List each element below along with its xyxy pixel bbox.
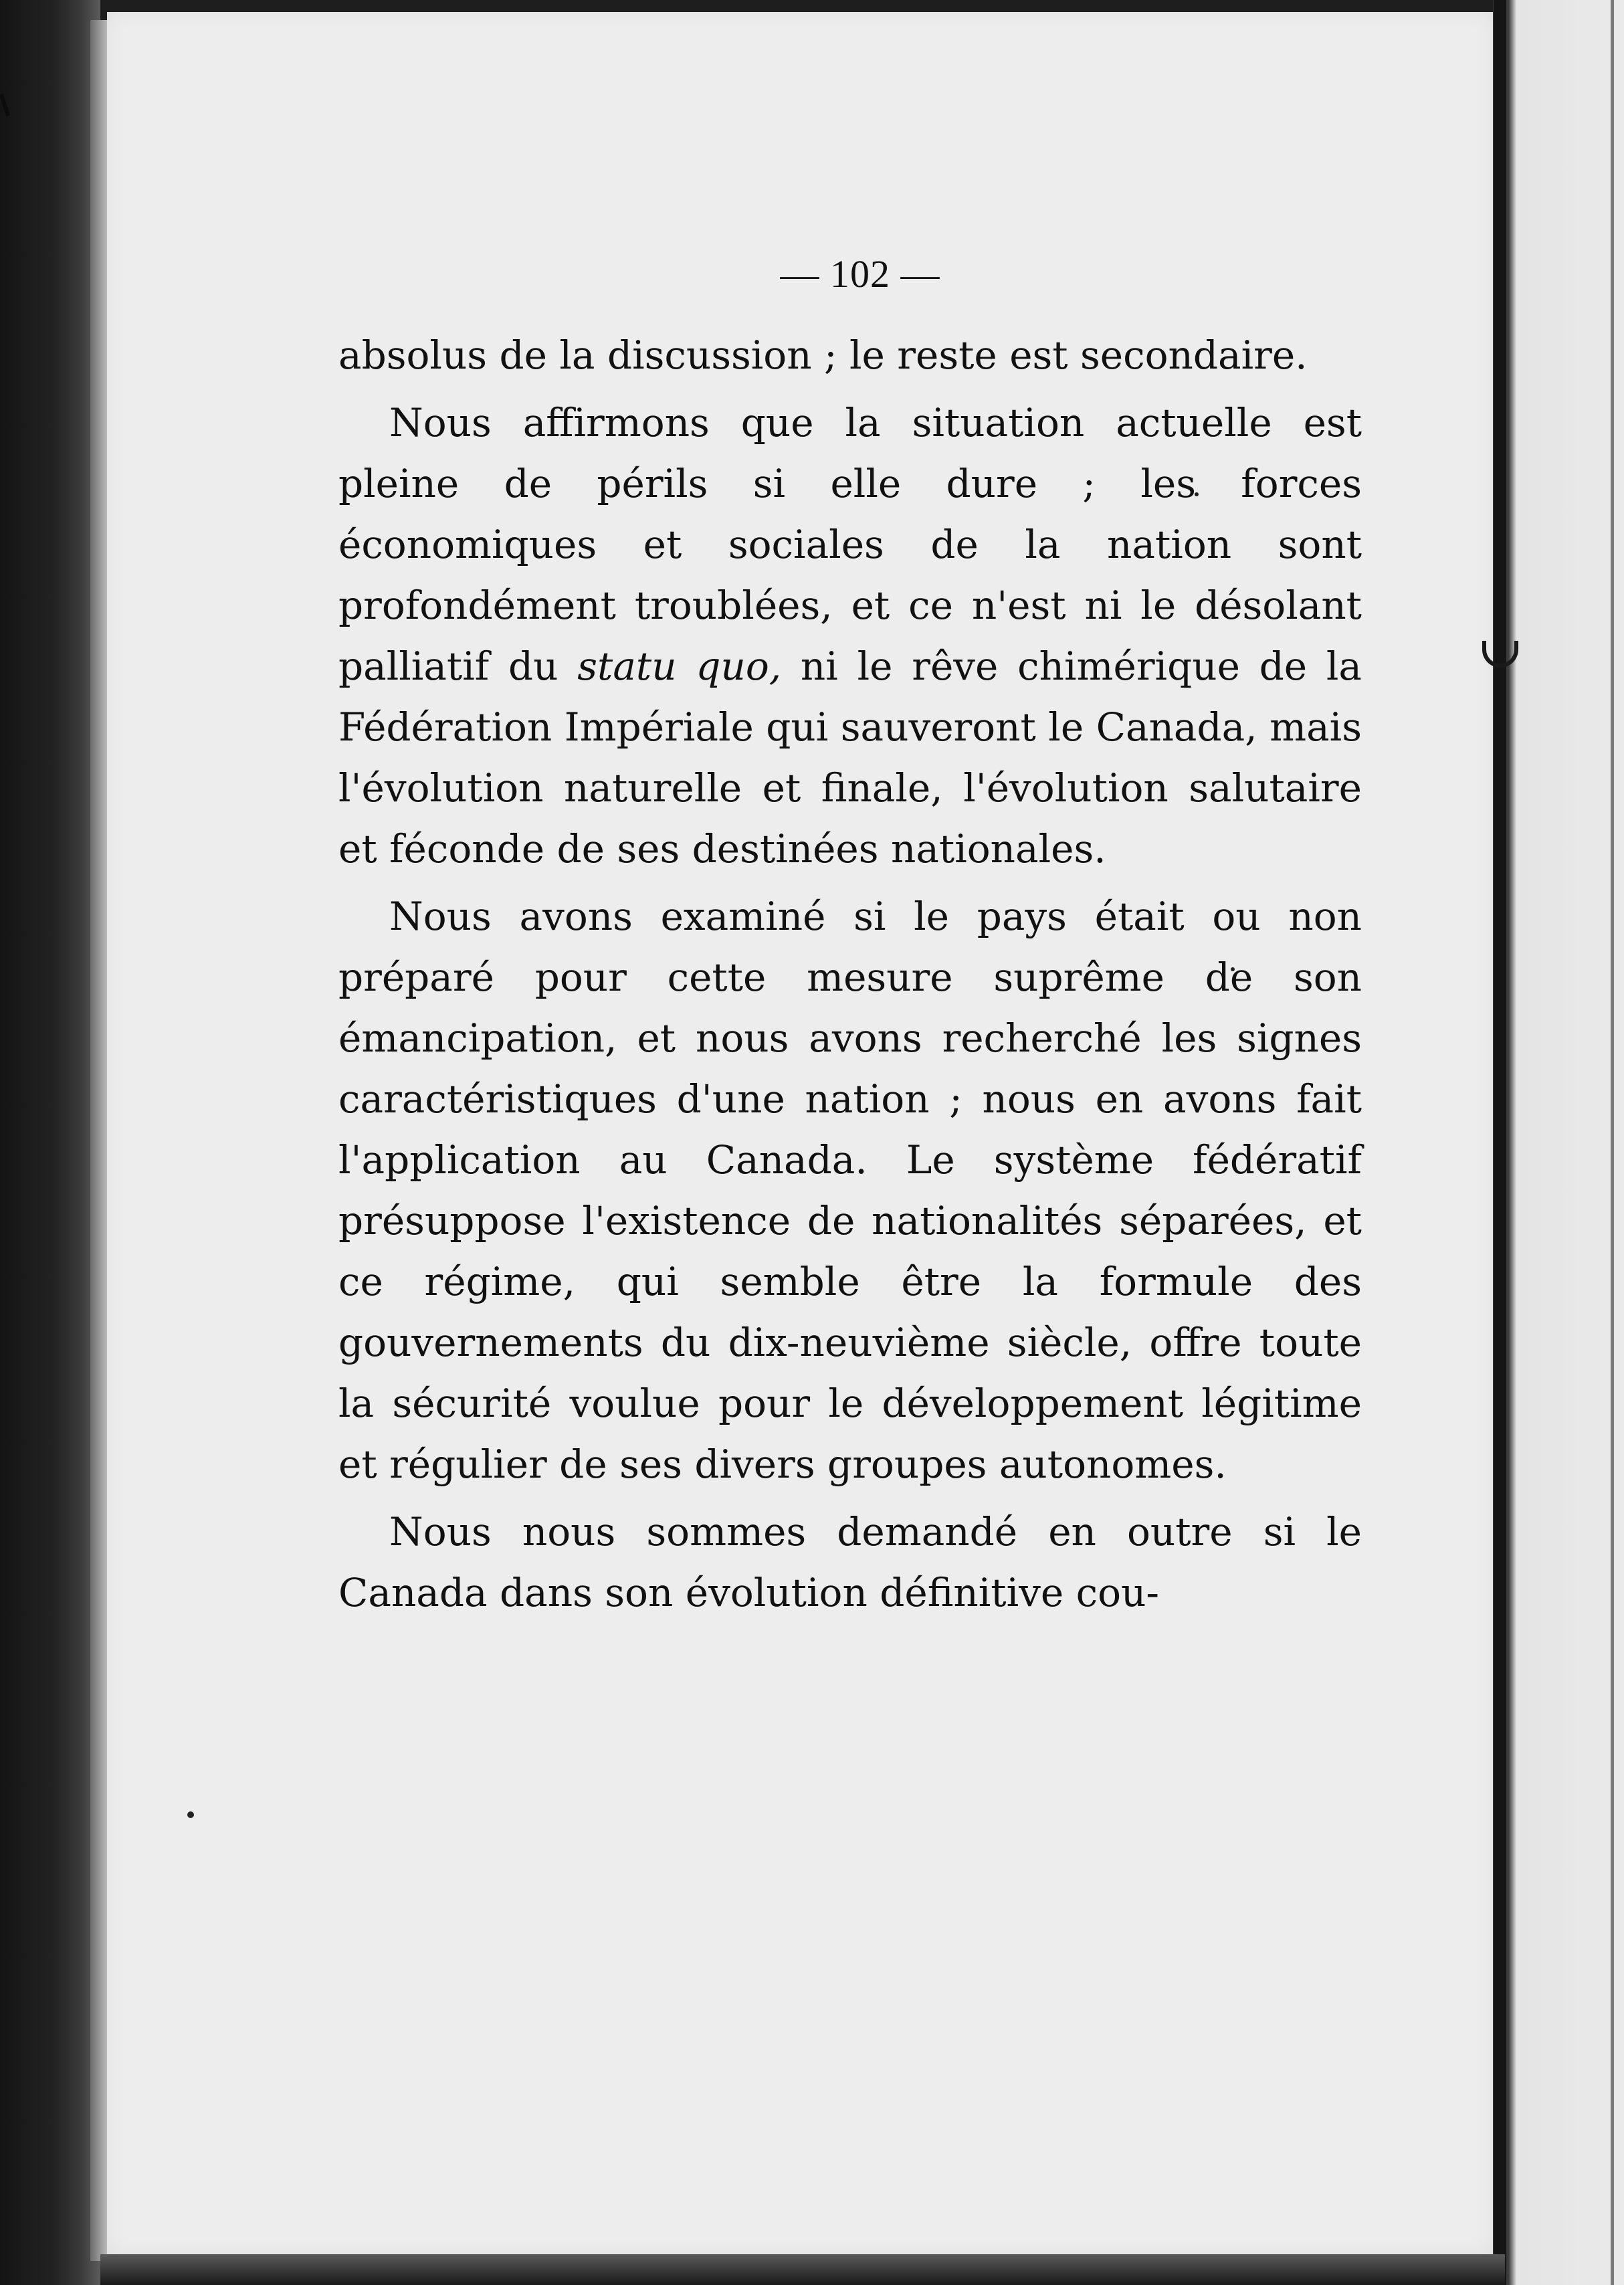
book-binding-edge: [1493, 0, 1624, 2285]
paragraph-text-end: ni le rêve chimérique de la Fédération Impériale qui sauveront le Canada, mais l'évolution naturelle et finale, l'évolution salutaire et féconde de ses destinées nationales.: [338, 643, 1362, 872]
page-number: — 102 —: [780, 252, 940, 296]
facing-page-edge: [1611, 0, 1614, 2285]
body-text: [338, 325, 1362, 1623]
paragraph: Nous nous sommes demandé en outre si le Canada dans son évolution définitive cou-: [338, 1509, 1362, 1615]
paragraph-text-start: Nous affirmons que la situation actuelle est pleine de périls si elle dure ; les forces économiques et sociales de la nation sont profondément troublées, et ce n'est ni le désolant palliatif du: [338, 400, 1362, 689]
book-left-edge: [0, 0, 100, 2285]
ink-speck: [187, 1811, 194, 1818]
italic-phrase: statu quo,: [577, 643, 782, 689]
bottom-shadow: [100, 2254, 1505, 2285]
edge-mark: [0, 94, 10, 116]
paragraph: Nous avons examiné si le pays était ou non préparé pour cette mesure suprême de son émancipation, et nous avons recherché les signes caractéristiques d'une nation ; nous en avons fait l'application au Canada. Le système fédératif présuppose l'existence de nationalités séparées, et ce régime, qui semble être la formule des gouvernements du dix-neuvième siècle, offre toute la sécurité voulue pour le développement légitime et régulier de ses divers groupes autonomes.: [338, 894, 1362, 1487]
paragraph: [338, 393, 1362, 880]
paragraph-continuation: absolus de la discussion ; le reste est secondaire.: [338, 332, 1308, 378]
binding-line: [1494, 0, 1506, 2285]
